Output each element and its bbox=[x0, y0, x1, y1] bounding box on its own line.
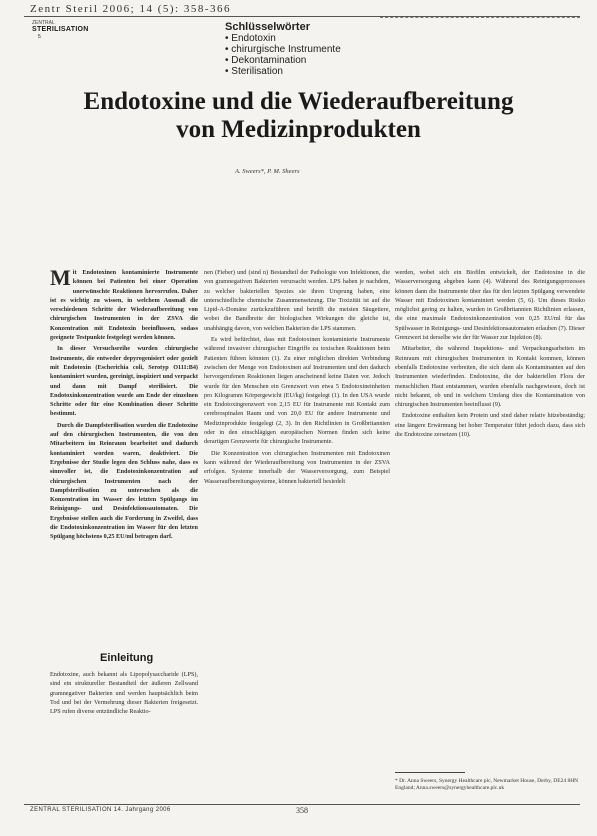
abstract-text: it Endotoxinen kontaminierte Instrumente können bei Patienten bei einer Operation unerwünschte Reaktionen hervorrufen. Daher ist es wichtig zu wissen, in welchem Ausmaß die verschiedenen Schritte der Wiederaufbereitung von chirurgischen Instrumenten in der ZSVA die Konzentration mit Endotoxin beeinflussen, sodass geeignete Testpunkte festgelegt werden können. bbox=[50, 269, 198, 342]
footnote-rule bbox=[395, 772, 465, 773]
authors: A. Sweers*, P. M. Sheers bbox=[235, 168, 300, 175]
body-paragraph: Es wird befürchtet, dass mit Endotoxinen kontaminierte Instrumente während invasiver chirurgischer Eingriffe zu toxischen Reaktionen beim Patienten führen könnten (1). Zu einer möglichen direkten Verbindung zwischen der Menge von Endotoxinen auf Instrumenten und den dadurch hervorgerufenen Reaktionen liegen anscheinend keine Daten vor. Jedoch wurde für den Menschen ein Grenzwert von etwa 5 Endotoxineinheiten pro Kilogramm Körpergewicht (EU/kg) festgelegt (1). In den USA wurde ein Endotoxingrenzwert von 2,15 EU für Instrumente mit Kontakt zum cerebrospinalen Raum und von 20,0 EU für andere Instrumente und Medizinprodukte festgelegt (2, 3). In den Richtlinien in Großbritannien oder in den einschlägigen europäischen Normen finden sich keine derartigen Grenzwerte für chirurgische Instrumente. bbox=[204, 336, 390, 446]
body-paragraph: Die Konzentration von chirurgischen Instrumenten mit Endotoxinen kann während der Wiederaufbereitung von Instrumenten in der ZSVA erfolgen. Systeme innerhalb der Wasserversorgung, zum Beispiel Wasseraufbereitungssysteme, können bakteriell besiedelt bbox=[204, 449, 390, 485]
body-paragraph: Endotoxine enthalten kein Protein und sind daher relativ hitzebeständig; eine längere Erwärmung bei hoher Temperatur führt jedoch dazu, dass sich die Endotoxine zersetzen (10). bbox=[395, 412, 585, 439]
article-title-line-1: Endotoxine und die Wiederaufbereitung bbox=[83, 88, 514, 115]
abstract-paragraph: In dieser Versuchsreihe wurden chirurgische Instrumente, die entweder depyrogenisiert oder gezielt mit Endotoxin (Escherichia coli, Serotyp O111:B4) kontaminiert wurden, gereinigt, inspiziert und verpackt und dann mit Dampf sterilisiert. Die Endotoxinkonzentration wurde am Ende der einzelnen Schritte oder für eine Kombination dieser Schritte bestimmt. bbox=[50, 345, 198, 418]
keyword-item: • Dekontamination bbox=[225, 55, 341, 66]
footer-journal: ZENTRAL STERILISATION 14. Jahrgang 2006 bbox=[30, 807, 171, 813]
footer-rule bbox=[24, 804, 580, 805]
journal-logo bbox=[32, 20, 89, 40]
column-3 bbox=[395, 268, 585, 441]
body-paragraph: Mitarbeiter, die während Inspektions- und Verpackungsarbeiten im Reinraum mit chirurgischen Instrumenten in Kontakt kommen, können ebenfalls Endotoxine verbreiten, die sich dann als Kontaminanten auf den Instrumenten wiederfinden. Endotoxine, die der bakteriellen Flora der menschlichen Haut entstammen, wurden ebenfalls nachgewiesen, doch ist nicht bekannt, ob und in welchem Umfang dies die Kontamination von chirurgischen Instrumenten beeinflusst (9). bbox=[395, 345, 585, 409]
logo-number: 5 bbox=[38, 34, 41, 40]
page-number: 358 bbox=[296, 806, 308, 815]
logo-big-text: STERILISATION bbox=[32, 26, 89, 33]
body-paragraph: Endotoxine, auch bekannt als Lipopolysaccharide (LPS), sind ein struktureller Bestandteil der äußeren Zellwand gramnegativer Bakterien und werden hauptsächlich beim Tod und bei der Vermehrung dieser Bakterien freigesetzt. LPS rufen diverse entzündliche Reaktio- bbox=[50, 671, 198, 716]
body-paragraph: nen (Fieber) und (sind n) Bestandteil der Pathologie von Infektionen, die von gramnegativen Bakterien verursacht werden. LPS haben je nachdem, zu welcher bakteriellen Spezies sie ihren Ursprung haben, eine unterschiedliche chemische Zusammensetzung. Die Toxizität ist auf die Lipid-A-Domäne zurückzuführen und betrifft die meisten Säugetiere, wobei die Bandbreite der biologischen Wirkungen die gleiche ist, unabhängig davon, von welchen Bakterien die LPS stammen. bbox=[204, 269, 390, 332]
article-title-line-2: von Medizinprodukten bbox=[176, 116, 421, 143]
body-paragraph: werden, wobei sich ein Biofilm entwickelt, der Endotoxine in die Wasserversorgung abgeben kann (4). Während des Reinigungsprozesses können dann die Instrumente über das für den letzten Spülgang verwendete Wasser mit Endotoxinen kontaminiert werden (5, 6). Um dieses Risiko möglichst gering zu halten, wurden in Großbritannien Richtlinien erlassen, die eine maximale Endotoxinkonzentration von 0,25 EU/ml für das Spülwasser in Reinigungs- und Desinfektionsautomaten erlauben (7). Dieser Grenzwert ist derselbe wie der für Wasser zur Injektion (8). bbox=[395, 269, 585, 342]
header-dashed-rule bbox=[380, 17, 580, 18]
running-head: Zentr Steril 2006; 14 (5): 358-366 bbox=[30, 3, 232, 15]
column-2 bbox=[204, 268, 390, 488]
keyword-item: • Endotoxin bbox=[225, 33, 341, 44]
article-title bbox=[40, 88, 557, 144]
keyword-item: • chirurgische Instrumente bbox=[225, 44, 341, 55]
author-footnote: * Dr. Anna Sweers, Synergy Healthcare plc, Newmarket House, Derby, DE24 8HN England; Anna.sweers@synergyhealthcare.plc.uk bbox=[395, 778, 579, 791]
logo-small-text: ZENTRAL bbox=[32, 20, 55, 26]
keywords-block bbox=[225, 22, 341, 77]
keywords-title: Schlüsselwörter bbox=[225, 21, 310, 33]
column-1-intro bbox=[50, 670, 198, 718]
drop-cap: M bbox=[50, 265, 71, 290]
column-1 bbox=[50, 265, 198, 544]
section-heading-einleitung: Einleitung bbox=[100, 652, 154, 664]
abstract-paragraph: Durch die Dampfsterilisation wurden die Endotoxine auf den chirurgischen Instrumenten, die von den Mitarbeitern im Reinraum bearbeitet und dadurch kontaminiert worden waren, deaktiviert. Die Ergebnisse der Studie legen den Schluss nahe, dass es sinnvoller ist, die Endotoxinkonzentration auf chirurgischen Instrumenten nach der Dampfsterilisation zu untersuchen als die Konzentration im Wasser des letzten Spülgangs im Reinigungs- und Desinfektionsautomaten. Die Ergebnisse stellen auch die Forderung in Zweifel, dass die Endotoxinkonzentration im Wasser für den letzten Spülgang höchstens 0,25 EU/ml betragen darf. bbox=[50, 421, 198, 541]
keyword-item: • Sterilisation bbox=[225, 66, 341, 77]
abstract-paragraph bbox=[50, 265, 198, 342]
keywords-list bbox=[225, 33, 341, 77]
